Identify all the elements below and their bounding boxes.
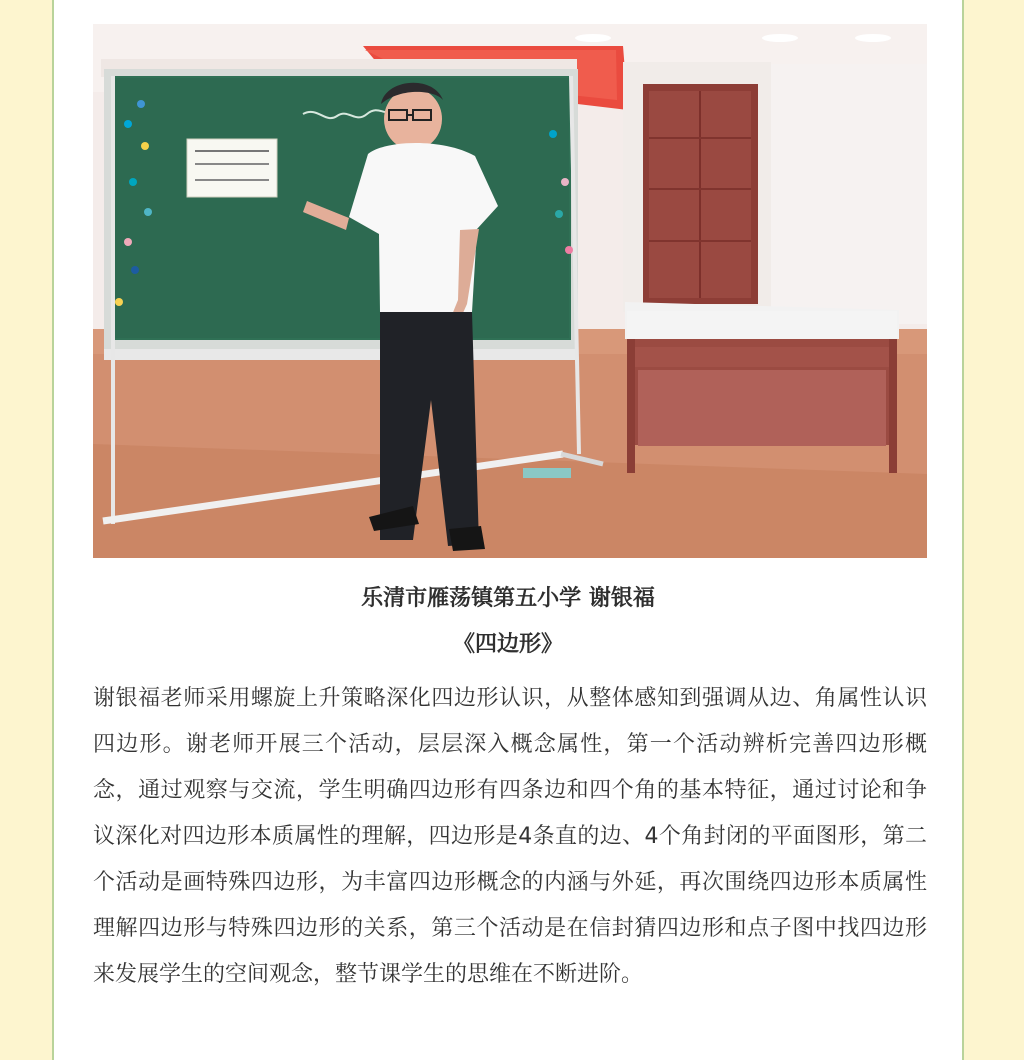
- classroom-photo: [93, 24, 927, 558]
- lesson-description: 谢银福老师采用螺旋上升策略深化四边形认识，从整体感知到强调从边、角属性认识四边形。谢老师开展三个活动，层层深入概念属性，第一个活动辨析完善四边形概念，通过观察与交流，学生明确四边形有四条边和四个角的基本特征，通过讨论和争议深化对四边形本质属性的理解，四边形是4条直的边、4个角封闭的平面图形，第二个活动是画特殊四边形，为丰富四边形概念的内涵与外延，再次围绕四边形本质属性理解四边形与特殊四边形的关系，第三个活动是在信封猜四边形和点子图中找四边形来发展学生的空间观念，整节课学生的思维在不断进阶。: [93, 686, 927, 987]
- right-border: [962, 0, 964, 1060]
- school-and-teacher-caption: 乐清市雁荡镇第五小学 谢银福: [361, 586, 655, 611]
- classroom-photo-illustration: [93, 24, 927, 558]
- article-card: [54, 0, 962, 1060]
- lesson-title: 《四边形》: [452, 632, 563, 657]
